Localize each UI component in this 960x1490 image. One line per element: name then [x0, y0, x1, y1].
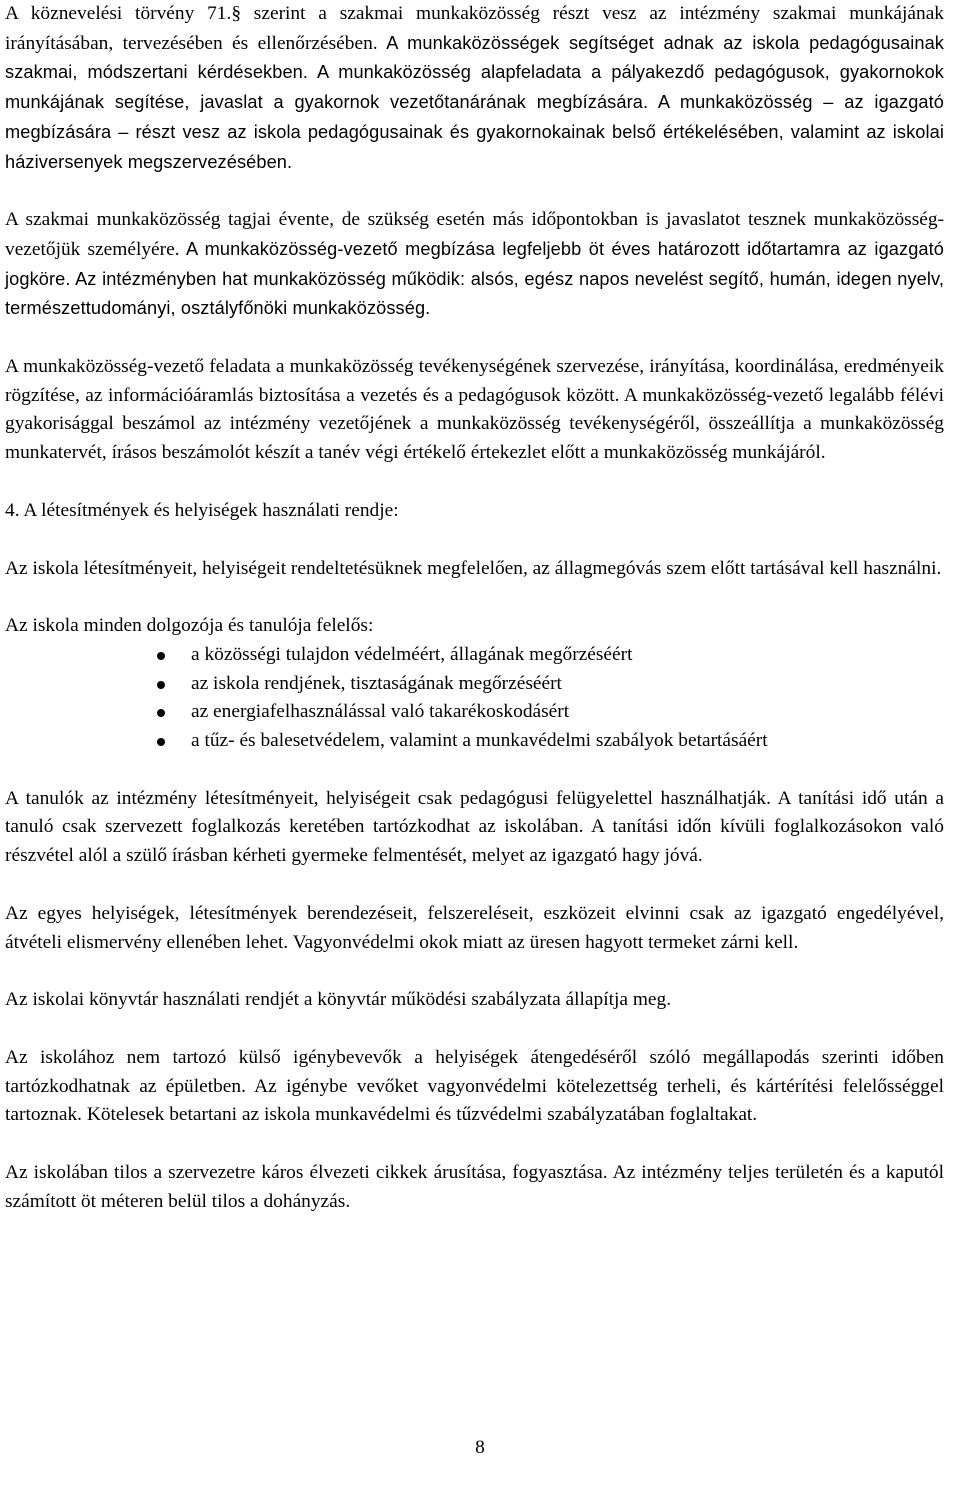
paragraph-segment: A köznevelési törvény 71.§ szerint a szakmai munkaközösség részt vesz az intézmény szakmai munkájának irányításában, tervezésében és ellenőrzésében. [5, 3, 944, 54]
list-item [5, 727, 944, 756]
section-heading: 4. A létesítmények és helyiségek használati rendje: [5, 499, 399, 521]
list-item-text: az energiafelhasználással való takarékoskodásért [191, 701, 570, 723]
bullet-icon [157, 681, 165, 689]
paragraph-munkakozosseg-feladatai [5, 0, 944, 177]
list-item [5, 641, 944, 670]
bullet-icon [157, 738, 165, 746]
list-item [5, 698, 944, 727]
paragraph-felelosseg-intro: Az iskola minden dolgozója és tanulója felelős: [5, 615, 374, 637]
page-number: 8 [475, 1437, 485, 1458]
paragraph-segment: A munkaközösségek segítséget adnak az iskola pedagógusainak szakmai, módszertani kérdésekben. A munkaközösség alapfeladata a pályakezdő pedagógusok, gyakornokok munkájának segítése, javaslat a gyakornok vezetőtanárának megbízására. A munkaközösség – az igazgató megbízására – részt vesz az iskola pedagógusainak és gyakornokainak belső értékelésében, valamint az iskolai háziversenyek megszervezésében. [5, 32, 945, 172]
paragraph-munkakozosseg-vezeto-feladata: A munkaközösség-vezető feladata a munkaközösség tevékenységének szervezése, irányítása, koordinálása, eredményeik rögzítése, az információáramlás biztosítása a vezetés és a pedagógusok között. A munkaközösség-vezető legalább félévi gyakorisággal beszámol az intézmény vezetőjének a munkaközösség tevékenységéről, összeállítja a munkaközösség munkatervét, írásos beszámolót készít a tanév végi értékelő értekezlet előtt a munkaközösség munkájáról. [5, 356, 944, 464]
paragraph-letesitmenyek-hasznalata: Az iskola létesítményeit, helyiségeit rendeltetésüknek megfelelően, az állagmegóvás szem előtt tartásával kell használni. [5, 557, 942, 579]
list-item-text: a tűz- és balesetvédelem, valamint a munkavédelmi szabályok betartásáért [191, 730, 768, 752]
paragraph-segment: A szakmai munkaközösség tagjai évente, de szükség esetén más időpontokban is javaslatot tesznek munkaközösség-vezetőjük személyére. [5, 209, 944, 260]
paragraph-segment: A munkaközösség-vezető megbízása legfeljebb öt éves határozott időtartamra az igazgató jogköre. Az intézményben hat munkaközösség működik: alsós, egész napos nevelést segítő, humán, idegen nyelv, természettudományi, osztályfőnöki munkaközösség. [5, 238, 944, 319]
paragraph-munkakozosseg-vezeto-valasztas [5, 206, 944, 324]
bullet-icon [157, 652, 165, 660]
paragraph-tanulok-hasznalat: A tanulók az intézmény létesítményeit, helyiségeit csak pedagógusi felügyelettel használhatják. A tanítási idő után a tanuló csak szervezett foglalkozás keretében tartózkodhat az iskolában. A tanítási időn kívüli foglalkozásokon való részvétel alól a szülő írásban kérheti gyermeke felmentését, melyet az igazgató hagy jóvá. [5, 787, 944, 867]
list-item-text: az iskola rendjének, tisztaságának megőrzéséért [191, 672, 562, 694]
paragraph-berendezesek-elvitele: Az egyes helyiségek, létesítmények berendezéseit, felszereléseit, eszközeit elvinni csak az igazgató engedélyével, átvételi elismervény ellenében lehet. Vagyonvédelmi okok miatt az üresen hagyott termeket zárni kell. [5, 902, 944, 953]
list-item [5, 670, 944, 699]
list-item-text: a közösségi tulajdon védelméért, állagának megőrzéséért [191, 643, 633, 665]
paragraph-kulso-igenybevevok: Az iskolához nem tartozó külső igénybevevők a helyiségek átengedéséről szóló megállapodás szerinti időben tartózkodhatnak az épületben. Az igénybe vevőket vagyonvédelmi kötelezettség terheli, és kártérítési felelősséggel tartoznak. Kötelesek betartani az iskola munkavédelmi és tűzvédelmi szabályzatában foglaltakat. [5, 1046, 944, 1126]
responsibility-list [5, 641, 944, 756]
bullet-icon [157, 709, 165, 717]
paragraph-tilalmak: Az iskolában tilos a szervezetre káros élvezeti cikkek árusítása, fogyasztása. Az intézmény teljes területén és a kaputól számított öt méteren belül tilos a dohányzás. [5, 1162, 944, 1212]
paragraph-konyvtar: Az iskolai könyvtár használati rendjét a könyvtár működési szabályzata állapítja meg. [5, 989, 672, 1011]
